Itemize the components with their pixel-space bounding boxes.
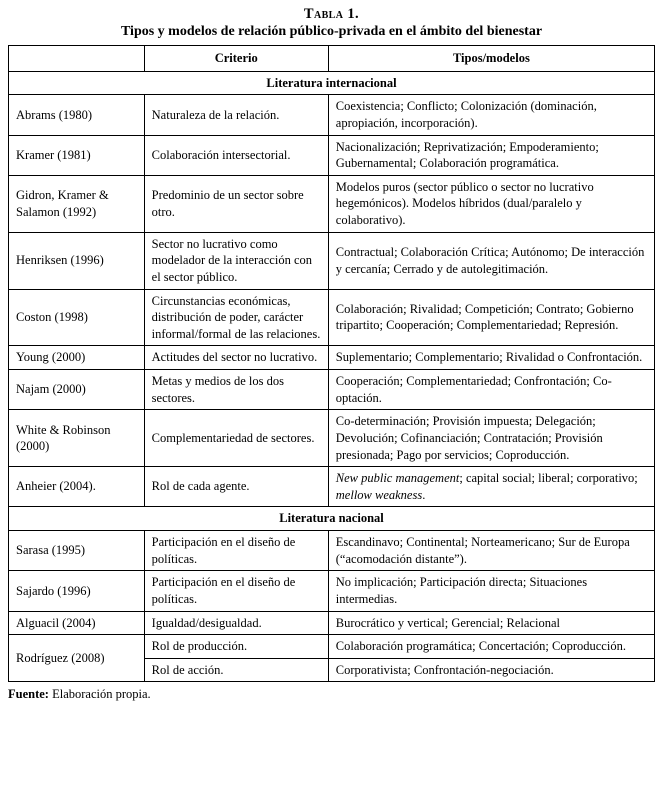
section-label: Literatura internacional xyxy=(9,71,655,95)
header-row xyxy=(9,46,655,72)
author-cell: Abrams (1980) xyxy=(9,95,145,135)
tipos-cell: Colaboración programática; Concertación; Coproducción. xyxy=(328,635,654,659)
tipos-cell: Contractual; Colaboración Crítica; Autónomo; De interacción y cercanía; Cerrado y de autolegitimación. xyxy=(328,232,654,289)
author-cell: Sajardo (1996) xyxy=(9,571,145,611)
tipos-cell: Cooperación; Complementariedad; Confrontación; Co-optación. xyxy=(328,370,654,410)
tipos-cell: Suplementario; Complementario; Rivalidad o Confrontación. xyxy=(328,346,654,370)
author-cell: Henriksen (1996) xyxy=(9,232,145,289)
tipos-cell: Corporativista; Confrontación-negociación. xyxy=(328,658,654,682)
tipos-cell: Coexistencia; Conflicto; Colonización (dominación, apropiación, incorporación). xyxy=(328,95,654,135)
text-segment: . xyxy=(422,487,426,502)
italic-term: mellow weakness xyxy=(335,487,423,502)
table-body xyxy=(9,71,655,682)
criterio-cell: Naturaleza de la relación. xyxy=(144,95,328,135)
tipos-cell: No implicación; Participación directa; Situaciones intermedias. xyxy=(328,571,654,611)
criterio-cell: Actitudes del sector no lucrativo. xyxy=(144,346,328,370)
table-row xyxy=(9,135,655,175)
tipos-cell: Nacionalización; Reprivatización; Empoderamiento; Gubernamental; Colaboración programática. xyxy=(328,135,654,175)
table-row xyxy=(9,410,655,467)
author-cell: Young (2000) xyxy=(9,346,145,370)
criterio-cell: Participación en el diseño de políticas. xyxy=(144,531,328,571)
section-row xyxy=(9,71,655,95)
header-tipos-modelos: Tipos/modelos xyxy=(328,46,654,72)
table-row xyxy=(9,531,655,571)
author-cell: White & Robinson (2000) xyxy=(9,410,145,467)
tipos-cell: Escandinavo; Continental; Norteamericano; Sur de Europa (“acomodación distante”). xyxy=(328,531,654,571)
criterio-cell: Predominio de un sector sobre otro. xyxy=(144,175,328,232)
header-empty-cell xyxy=(9,46,145,72)
table-caption: Tabla 1. xyxy=(303,6,360,22)
tipos-cell: Colaboración; Rivalidad; Competición; Contrato; Gobierno tripartito; Cooperación; Complementariedad; Represión. xyxy=(328,289,654,346)
criterio-cell: Participación en el diseño de políticas. xyxy=(144,571,328,611)
author-cell: Najam (2000) xyxy=(9,370,145,410)
table-title-block xyxy=(8,6,655,40)
table-subtitle: Tipos y modelos de relación público-privada en el ámbito del bienestar xyxy=(120,24,543,39)
author-cell: Kramer (1981) xyxy=(9,135,145,175)
table-row xyxy=(9,95,655,135)
author-cell: Coston (1998) xyxy=(9,289,145,346)
italic-term: New public management xyxy=(335,471,460,486)
table-row xyxy=(9,232,655,289)
header-criterio: Criterio xyxy=(144,46,328,72)
table-row xyxy=(9,346,655,370)
section-row xyxy=(9,507,655,531)
source-text: Elaboración propia. xyxy=(48,687,151,702)
tipos-cell: Modelos puros (sector público o sector no lucrativo hegemónicos). Modelos híbridos (dual/paralelo y colaborativo). xyxy=(328,175,654,232)
criterio-cell: Circunstancias económicas, distribución de poder, carácter informal/formal de las relaciones. xyxy=(144,289,328,346)
section-label: Literatura nacional xyxy=(9,507,655,531)
criterio-cell: Rol de cada agente. xyxy=(144,467,328,507)
table-row xyxy=(9,175,655,232)
criterio-cell: Sector no lucrativo como modelador de la interacción con el sector público. xyxy=(144,232,328,289)
criterio-cell: Metas y medios de los dos sectores. xyxy=(144,370,328,410)
tipos-cell: Co-determinación; Provisión impuesta; Delegación; Devolución; Cofinanciación; Contratación; Provisión presionada; Pago por servicios; Coproducción. xyxy=(328,410,654,467)
source-note xyxy=(8,687,655,702)
author-cell: Rodríguez (2008) xyxy=(9,635,145,682)
criterio-cell: Rol de acción. xyxy=(144,658,328,682)
criterio-cell: Complementariedad de sectores. xyxy=(144,410,328,467)
author-cell: Gidron, Kramer & Salamon (1992) xyxy=(9,175,145,232)
text-segment: ; capital social; liberal; corporativo; xyxy=(459,471,638,486)
table-row xyxy=(9,611,655,635)
criterio-cell: Rol de producción. xyxy=(144,635,328,659)
author-cell: Sarasa (1995) xyxy=(9,531,145,571)
table-row xyxy=(9,571,655,611)
source-label: Fuente: xyxy=(8,687,49,702)
table-row xyxy=(9,370,655,410)
table-row xyxy=(9,289,655,346)
relations-table xyxy=(8,45,655,682)
author-cell: Alguacil (2004) xyxy=(9,611,145,635)
author-cell: Anheier (2004). xyxy=(9,467,145,507)
table-row xyxy=(9,467,655,507)
tipos-cell: Burocrático y vertical; Gerencial; Relacional xyxy=(328,611,654,635)
tipos-cell xyxy=(328,467,654,507)
table-row xyxy=(9,635,655,659)
criterio-cell: Colaboración intersectorial. xyxy=(144,135,328,175)
criterio-cell: Igualdad/desigualdad. xyxy=(144,611,328,635)
